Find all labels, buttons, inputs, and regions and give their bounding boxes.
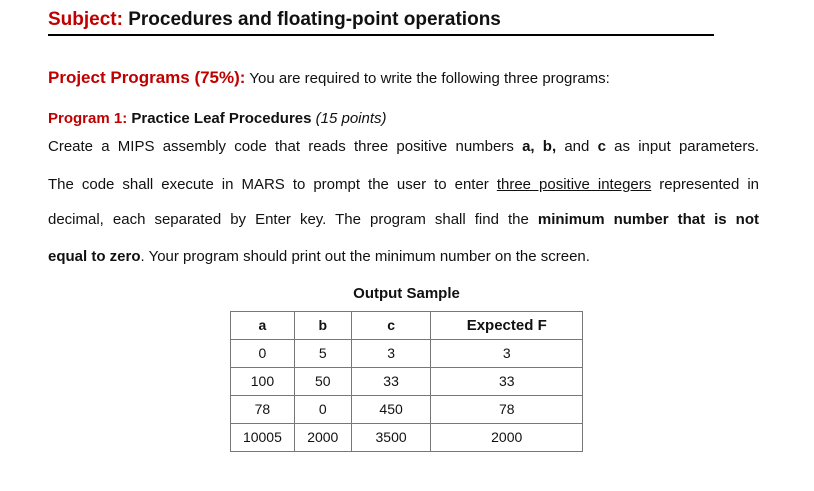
- table-row: [231, 340, 583, 368]
- body-line-4: [48, 248, 590, 265]
- table-cell: 10005: [231, 424, 295, 452]
- table-row: [231, 424, 583, 452]
- body-text: Create a MIPS assembly code that reads three positive numbers: [48, 138, 523, 155]
- table-cell: 78: [431, 396, 583, 424]
- table-cell: 3500: [351, 424, 431, 452]
- table-cell: 0: [231, 340, 295, 368]
- subject-label: Subject:: [48, 9, 123, 30]
- body-line-3: [48, 211, 759, 228]
- table-cell: 2000: [431, 424, 583, 452]
- project-text: You are required to write the following three programs:: [249, 70, 610, 87]
- header-cell-b: b: [294, 312, 351, 340]
- body-line-1: [48, 138, 759, 155]
- body-underlined: three positive integers: [496, 176, 652, 193]
- body-bold-ab: a, b,: [522, 138, 557, 155]
- table-cell: 100: [231, 368, 295, 396]
- body-bold-c: c: [597, 138, 606, 155]
- program1-label: Program 1:: [48, 110, 128, 127]
- program1-title: Practice Leaf Procedures: [131, 110, 312, 127]
- table-header-row: [231, 312, 583, 340]
- table-cell: 3: [351, 340, 431, 368]
- body-text: as input parameters.: [605, 138, 759, 155]
- header-cell-expected: Expected F: [431, 312, 583, 340]
- body-bold-minimum: minimum number that is not: [537, 211, 759, 228]
- table-row: [231, 368, 583, 396]
- program1-points: (15 points): [315, 110, 387, 127]
- table-cell: 5: [294, 340, 351, 368]
- body-text: . Your program should print out the minimum number on the screen.: [140, 248, 590, 265]
- table-cell: 78: [231, 396, 295, 424]
- table-cell: 450: [351, 396, 431, 424]
- header-cell-c: c: [351, 312, 431, 340]
- table-cell: 2000: [294, 424, 351, 452]
- table-cell: 33: [351, 368, 431, 396]
- table-cell: 50: [294, 368, 351, 396]
- table-cell: 33: [431, 368, 583, 396]
- table-row: [231, 396, 583, 424]
- body-line-2: [48, 176, 759, 193]
- table-cell: 3: [431, 340, 583, 368]
- body-text: The code shall execute in MARS to prompt the user to enter: [48, 176, 497, 193]
- body-text: represented in: [651, 176, 759, 193]
- project-label: Project Programs (75%):: [48, 68, 246, 87]
- subject-heading: [48, 6, 714, 36]
- body-text: decimal, each separated by Enter key. The program shall find the: [48, 211, 538, 228]
- program1-heading: [48, 110, 387, 127]
- subject-text: Procedures and floating-point operations: [128, 9, 501, 30]
- project-programs-line: [48, 68, 610, 88]
- output-sample-title: Output Sample: [353, 285, 460, 302]
- body-bold-equal-zero: equal to zero: [48, 248, 141, 265]
- table-cell: 0: [294, 396, 351, 424]
- body-text: and: [556, 138, 598, 155]
- output-sample-table: [230, 311, 583, 452]
- header-cell-a: a: [231, 312, 295, 340]
